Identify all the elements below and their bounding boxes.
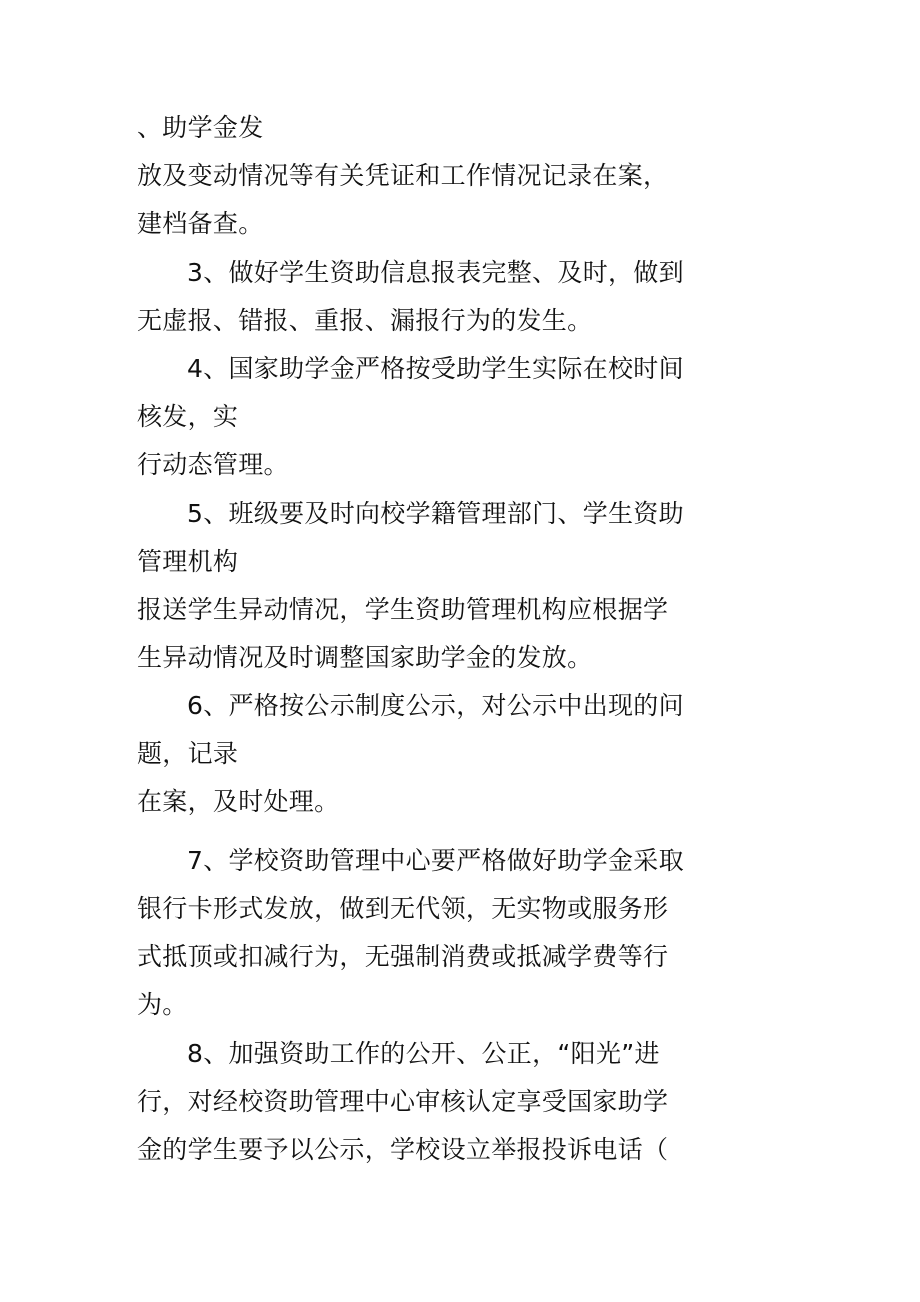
text-line: 式抵顶或扣减行为，无强制消费或抵减学费等行 (137, 942, 669, 971)
paragraph-4-start: 4、国家助学金严格按受助学生实际在校时间 (187, 354, 684, 383)
paragraph-6-start: 6、严格按公示制度公示，对公示中出现的问 (187, 691, 684, 720)
text-line: 生异动情况及时调整国家助学金的发放。 (137, 643, 593, 672)
text-line: 核发，实 (137, 402, 239, 431)
text-line: 无虚报、错报、重报、漏报行为的发生。 (137, 306, 593, 335)
text-line: 行，对经校资助管理中心审核认定享受国家助学 (137, 1087, 669, 1116)
text-line: 管理机构 (137, 547, 239, 576)
text-line: 放及变动情况等有关凭证和工作情况记录在案， (137, 161, 669, 190)
paragraph-7-start: 7、学校资助管理中心要严格做好助学金采取 (187, 846, 684, 875)
text-line: 建档备查。 (137, 209, 264, 238)
text-line: 、助学金发 (137, 113, 264, 142)
text-line: 在案，及时处理。 (137, 787, 340, 816)
text-line: 题，记录 (137, 739, 239, 768)
text-line: 报送学生异动情况，学生资助管理机构应根据学 (137, 595, 669, 624)
paragraph-8-start: 8、加强资助工作的公开、公正，“阳光”进 (187, 1039, 660, 1068)
text-line: 银行卡形式发放，做到无代领，无实物或服务形 (137, 894, 669, 923)
text-line: 为。 (137, 990, 188, 1019)
paragraph-3-start: 3、做好学生资助信息报表完整、及时，做到 (187, 258, 684, 287)
paragraph-5-start: 5、班级要及时向校学籍管理部门、学生资助 (187, 499, 684, 528)
text-line: 行动态管理。 (137, 450, 289, 479)
text-line: 金的学生要予以公示，学校设立举报投诉电话（ (137, 1135, 669, 1164)
